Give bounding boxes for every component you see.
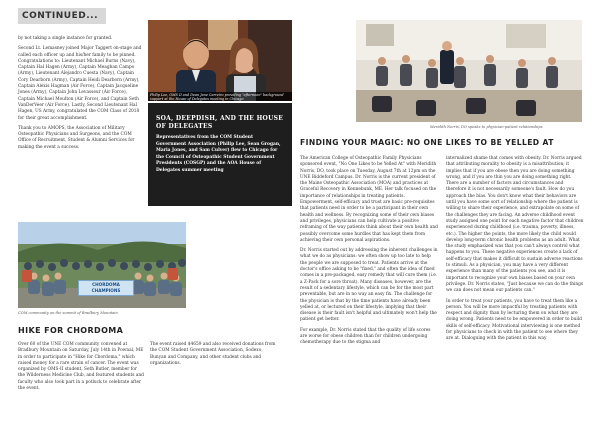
chordoma-col2: The event raised $4659 and also received donations from the COM Student Government Association, Sodexo, Bunyan and Company, and other student clubs and organizations. xyxy=(150,342,276,366)
delegates-box xyxy=(148,103,292,206)
chordoma-banner: CHORDOMA CHAMPIONS xyxy=(78,280,134,296)
delegates-description: Representatives from the COM Student Government Association (Philip Lee, Sean Grogan, Maria Jones, and Sam Culver) flew to Chicago for the Council of Osteopathic Student Government Presidents (COSGP) and the AOA House of Delegates summer meeting xyxy=(156,135,281,173)
top-photo-image xyxy=(148,20,292,101)
continued-heading: CONTINUED... xyxy=(18,8,106,24)
paragraph: Dr. Norris started out by addressing the inherent challenges in what we do as physicians: we often show up too late to help the people we are supposed to treat. Patients arrive at the doctor's office asking to be "fixed," and often the idea of fixed comes in a pre-packaged, easy remedy that will cure them (i.e. a Z-Pack for a sore throat). Many diseases, however, are the result of a sedentary lifestyle, which can be for the most part preventable, but are in no way an easy fix. The challenge for the physician is that by the time patients have already been yelled at, or lectured on their lifestyle, implying that their disease is their fault isn't helpful and ultimately won't help the patient get better. xyxy=(300,248,438,323)
group-photo-caption: COM community on the summit of Bradbury Mountain xyxy=(18,311,118,315)
paragraph: For example, Dr. Norris stated that the quality of life scores are worse for obese children than for children undergoing chemotherapy due to the stigma and xyxy=(300,327,431,346)
right-photo-image xyxy=(356,20,582,122)
paragraph: The American College of Osteopathic Family Physicians sponsored event, "No One Likes to be Yelled At" with Meridith Norris, DO, took place on Tuesday, August 7th at 12pm on the UNE Biddeford Campus. Dr. Norris is the current president of the Maine Osteopathic Association (MOA) and practices at Graceful Recovery in Kennebunk, ME. Her talk focused on the importance of relationships in treating patients. Empowerment, self-efficacy and trust are basic pre-requisites that patients need in order to be a participant in their own health and wellness. By recognizing some of their own biases and privileges, physicians can help cultivate a positive reframing of the way patients think about their own health and possibly overcome some hurdles that has kept them from achieving their own personal aspirations. xyxy=(300,156,438,243)
paragraph: by not taking a single instance for granted. xyxy=(18,36,113,41)
chordoma-col1: Over 60 of the UNE COM community convened at Bradbury Mountain on Saturday, July 14th in Pownal, ME in order to participate in "Hike for Chordoma," which raised money for a rare strain of cancer. The event was organized by OMS-II student, Seth Butler, member for the Wilderness Medicine Club, and featured students and faculty who also took part in a potluck to celebrate after the event. xyxy=(18,342,144,392)
left-column-text xyxy=(18,36,142,155)
paragraph: In order to treat your patients, you have to treat them like a person. You will be more impactful by treating patients with respect and dignity than by lecturing them on what they are doing wrong. Patients need to be empowered in order to build skills of self-efficacy. Motivational interviewing is one method for physicians to check in with the patient to see where they are at. Dialoguing with the patient in this way xyxy=(446,298,582,342)
delegates-title: SOA, DEEPDISH, AND THE HOUSE OF DELEGATES xyxy=(156,115,284,130)
paragraph: internalized shame that comes with obesity. Dr. Norris argued that attributing morality to obesity is a misattribution; it implies that if you are obese then you are doing something wrong, and if you are thin you are doing something right. There are a number of factors and circumstances and therefore it is not necessarily someone's fault. How do you approach the bias. You don't know what their behaviors are until you have some sort of relationship where the patient is willing to share their experience, and extrapolate on some of the challenges they are facing. An adverse childhood event study assigned one point for each negative factor that children experienced during childhood (i.e. trauma, poverty, illness, etc.). The higher the points, the more likely the child would develop long-term chronic health problems as an adult. What the study emphasized was that you can't always control what happens to you. These negative experiences create a lack of self-efficacy that makes it difficult to sustain adverse reactions to stimuli. As a physician, you may have a very different experience than many of the patients you see, and it is important to recognize your own biases based on your own privilege. Dr. Norris states, "Just because we can do the things we can does not mean our patients can." xyxy=(446,156,584,294)
top-photo xyxy=(148,20,292,101)
chordoma-title: HIKE FOR CHORDOMA xyxy=(18,326,124,335)
right-photo xyxy=(356,20,582,122)
magic-col1 xyxy=(300,156,438,351)
magic-col2 xyxy=(446,156,584,347)
top-photo-caption: Philip Lee, OMS II and Dean Jane Carreiro providing "afternoon" background support at the House of Delegates meeting in Chicago xyxy=(148,92,292,101)
paragraph: Thank you to AMOPS, the Association of Military Osteopathic Physicians and Surgeons, and the COM Office of Recruitment, Student & Alumni Services for making the event a success. xyxy=(18,125,135,150)
magic-title: FINDING YOUR MAGIC: NO ONE LIKES TO BE YELLED AT xyxy=(300,138,554,147)
right-photo-caption: Meridith Norris, DO speaks to physician-patient relationships xyxy=(430,125,543,129)
group-photo xyxy=(18,222,186,308)
paragraph: Second Lt. Lemasney joined Major Taggert on-stage and called each officer up and his/her family to be pinned. Congratulations to: Lieutenant Michael Burns (Navy), Captain Hal Hagen (Army), Captain Meaghan Campo (Army), Lieutenant Alejandro Cuesta (Navy), Captain Cory Dearborn (Army), Captain Heidi Dearborn (Army), Captain Alexis Hagman (Air Force), Captain Jacqueline Jones (Army), Captain John Levasseur (Air Force), Captain Michael Moulton (Air Force), and Captain Seth VanDerVeer (Air Force). Lastly, Second Lieutenant Hal Hagen, US Army, congratulated the COM Class of 2018 for their great accomplishment. xyxy=(18,46,142,121)
